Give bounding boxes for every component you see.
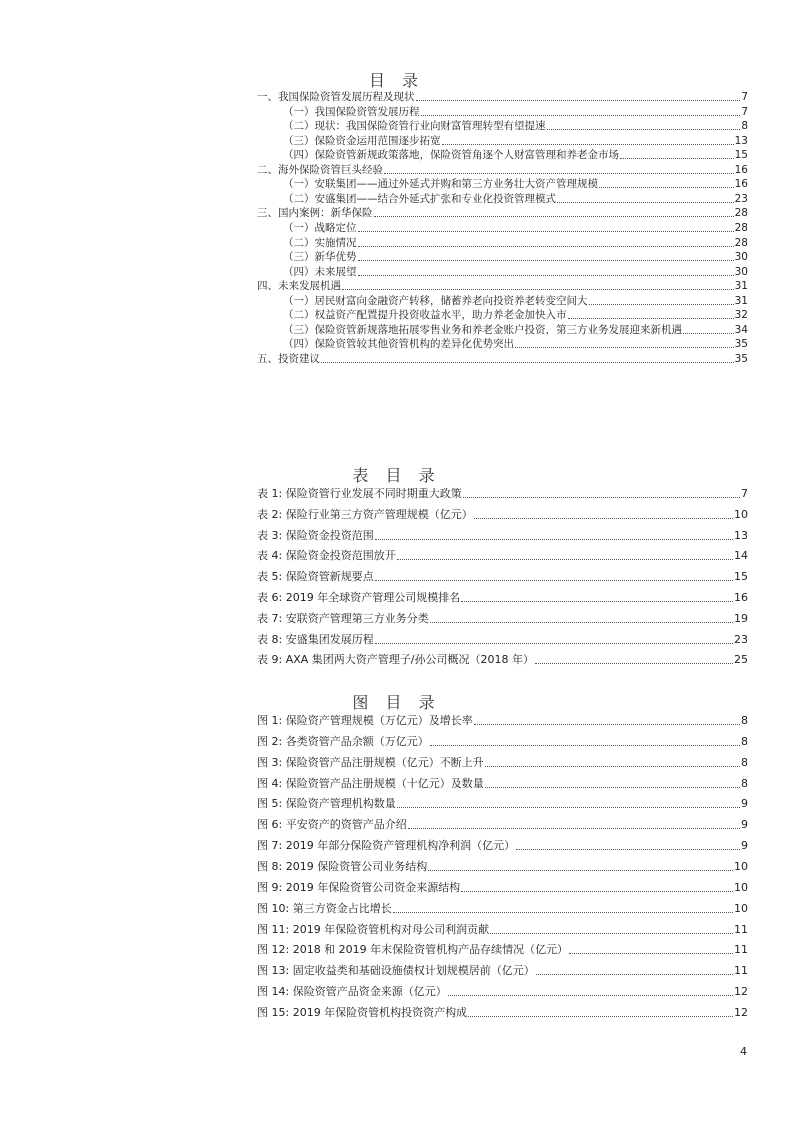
dot-leader <box>485 766 740 767</box>
dot-leader <box>342 289 734 290</box>
toc-entry-page: 35 <box>734 352 748 365</box>
figure-entry-page: 11 <box>734 943 748 957</box>
dot-leader <box>569 953 733 954</box>
toc-entry[interactable] <box>283 323 748 337</box>
table-entry[interactable] <box>257 486 748 501</box>
table-entry-label: 表 8: 安盛集团发展历程 <box>257 632 374 646</box>
figure-entry-label: 图 13: 固定收益类和基础设施债权计划规模居前（亿元） <box>257 964 535 978</box>
toc-entry-page: 15 <box>734 149 748 162</box>
table-entry-page: 19 <box>734 611 748 625</box>
figure-entry-label: 图 3: 保险资管产品注册规模（亿元）不断上升 <box>257 755 484 769</box>
figure-entry[interactable] <box>257 859 748 874</box>
dot-leader <box>515 347 734 348</box>
toc-entry-label: （三）新华优势 <box>283 251 357 264</box>
toc-entry-label: （四）保险资管新规政策落地，保险资管角逐个人财富管理和养老金市场 <box>283 149 619 162</box>
toc-entry[interactable] <box>283 119 748 133</box>
table-entry-page: 13 <box>734 528 748 542</box>
table-entry-label: 表 3: 保险资金投资范围 <box>257 528 374 542</box>
toc-entry[interactable] <box>283 134 748 148</box>
toc-entry-page: 28 <box>734 221 748 234</box>
figure-entry-label: 图 10: 第三方资金占比增长 <box>257 901 392 915</box>
dot-leader <box>620 158 734 159</box>
toc-entry-label: （一）我国保险资管发展历程 <box>283 105 420 118</box>
dot-leader <box>557 202 734 203</box>
figure-entry-page: 12 <box>734 1005 748 1019</box>
figure-entry-page: 8 <box>741 714 748 727</box>
toc-entry-label: （二）权益资产配置提升投资收益水平，助力养老金加快入市 <box>283 309 567 322</box>
figure-entry-label: 图 11: 2019 年保险资管机构对母公司利润贡献 <box>257 922 490 936</box>
figure-entry[interactable] <box>257 713 748 728</box>
figure-entry-page: 9 <box>741 839 748 853</box>
dot-leader <box>416 100 741 101</box>
table-entry[interactable] <box>257 611 748 626</box>
dot-leader <box>589 304 734 305</box>
dot-leader <box>535 663 733 664</box>
dot-leader <box>408 828 740 829</box>
toc-entry-label: （一）安联集团——通过外延式并购和第三方业务壮大资产管理规模 <box>283 178 598 191</box>
toc-entry[interactable] <box>257 279 748 293</box>
dot-leader <box>321 362 734 363</box>
table-entry[interactable] <box>257 507 748 522</box>
figure-entry-label: 图 7: 2019 年部分保险资产管理机构净利润（亿元） <box>257 839 516 853</box>
toc-title: 目 录 <box>368 71 425 90</box>
figure-entry-label: 图 5: 保险资产管理机构数量 <box>257 797 396 811</box>
figure-entry[interactable] <box>257 984 748 999</box>
toc-entry-page: 28 <box>734 207 748 220</box>
figure-entry-label: 图 4: 保险资管产品注册规模（十亿元）及数量 <box>257 776 484 790</box>
toc-entry[interactable] <box>283 250 748 264</box>
toc-entry-label: 四、未来发展机遇 <box>257 280 341 293</box>
dot-leader <box>568 318 734 319</box>
figure-entry[interactable] <box>257 776 748 791</box>
toc-entry[interactable] <box>283 221 748 235</box>
dot-leader <box>384 173 734 174</box>
toc-entry-label: 三、国内案例：新华保险 <box>257 207 373 220</box>
toc-entry-label: 二、海外保险资管巨头经验 <box>257 163 383 176</box>
figure-entry-page: 8 <box>741 776 748 790</box>
table-entry-page: 14 <box>734 549 748 563</box>
dot-leader <box>468 1016 733 1017</box>
figure-entry-page: 10 <box>734 880 748 894</box>
table-entry-page: 15 <box>734 570 748 584</box>
figure-entry-page: 12 <box>734 985 748 999</box>
table-entry[interactable] <box>257 590 748 605</box>
toc-entry[interactable] <box>257 90 748 104</box>
toc-entry-page: 30 <box>734 251 748 264</box>
figure-entry[interactable] <box>257 817 748 832</box>
toc-entry-label: （四）未来展望 <box>283 265 357 278</box>
dot-leader <box>516 849 740 850</box>
dot-leader <box>430 622 733 623</box>
dot-leader <box>375 643 733 644</box>
toc-entry[interactable] <box>283 236 748 250</box>
toc-entry[interactable] <box>283 148 748 162</box>
figure-entry-page: 10 <box>734 859 748 873</box>
figure-entry-page: 9 <box>741 797 748 811</box>
table-entry[interactable] <box>257 632 748 647</box>
toc-entry[interactable] <box>283 177 748 191</box>
dot-leader <box>683 333 734 334</box>
dot-leader <box>358 260 734 261</box>
toc-entry-page: 28 <box>734 236 748 249</box>
table-entry-page: 23 <box>734 632 748 646</box>
table-entry-label: 表 7: 安联资产管理第三方业务分类 <box>257 611 429 625</box>
table-entry[interactable] <box>257 548 748 563</box>
toc-entry-label: （一）居民财富向金融资产转移，储蓄养老向投资养老转变空间大 <box>283 294 588 307</box>
toc-entry-label: 一、我国保险资管发展历程及现状 <box>257 91 415 103</box>
dot-leader <box>421 115 741 116</box>
dot-leader <box>428 870 733 871</box>
table-entry[interactable] <box>257 528 748 543</box>
toc-entry[interactable] <box>283 308 748 322</box>
toc-entry[interactable] <box>257 206 748 220</box>
figure-entry-page: 11 <box>734 964 748 978</box>
toc-entry-page: 8 <box>741 120 748 133</box>
tables-title: 表 目 录 <box>352 466 441 485</box>
figure-entry-label: 图 15: 2019 年保险资管机构投资资产构成 <box>257 1005 468 1019</box>
dot-leader <box>442 144 734 145</box>
figure-entry[interactable] <box>257 922 748 937</box>
dot-leader <box>448 995 733 996</box>
dot-leader <box>397 559 733 560</box>
figure-entry-label: 图 8: 2019 保险资管公司业务结构 <box>257 859 428 873</box>
table-entry-label: 表 1: 保险资管行业发展不同时期重大政策 <box>257 487 462 500</box>
figure-entry-label: 图 12: 2018 和 2019 年末保险资管机构产品存续情况（亿元） <box>257 943 569 957</box>
toc-entry-label: （二）安盛集团——结合外延式扩张和专业化投资管理模式 <box>283 192 556 205</box>
toc-entry-page: 31 <box>734 280 748 293</box>
figure-entry[interactable] <box>257 963 748 978</box>
dot-leader <box>375 580 733 581</box>
toc-entry-label: （一）战略定位 <box>283 221 357 234</box>
figure-entry-label: 图 6: 平安资产的资管产品介绍 <box>257 818 407 832</box>
dot-leader <box>358 231 734 232</box>
toc-entry-page: 32 <box>734 309 748 322</box>
dot-leader <box>358 246 734 247</box>
table-entry-label: 表 4: 保险资金投资范围放开 <box>257 549 396 563</box>
figure-entry-page: 9 <box>741 818 748 832</box>
page-number: 4 <box>740 1045 747 1058</box>
table-entry-label: 表 6: 2019 年全球资产管理公司规模排名 <box>257 591 461 604</box>
toc-entry[interactable] <box>283 337 748 351</box>
dot-leader <box>485 787 740 788</box>
toc-entry-page: 7 <box>741 91 748 103</box>
dot-leader <box>397 807 740 808</box>
figure-entry[interactable] <box>257 734 748 749</box>
dot-leader <box>430 745 740 746</box>
figure-entry-label: 图 9: 2019 年保险资管公司资金来源结构 <box>257 880 461 894</box>
figure-entry-label: 图 2: 各类资管产品余额（万亿元） <box>257 734 429 748</box>
figure-entry-page: 11 <box>734 922 748 936</box>
dot-leader <box>461 601 733 602</box>
toc-entry-label: （三）保险资金运用范围逐步拓宽 <box>283 134 441 147</box>
dot-leader <box>461 891 733 892</box>
table-entry[interactable] <box>257 569 748 584</box>
table-entry-label: 表 2: 保险行业第三方资产管理规模（亿元） <box>257 507 473 521</box>
table-entry-page: 16 <box>734 591 748 604</box>
table-entry-label: 表 5: 保险资管新规要点 <box>257 570 374 584</box>
figure-entry[interactable] <box>257 755 748 770</box>
toc-entry[interactable] <box>283 105 748 119</box>
figure-entry[interactable] <box>257 880 748 895</box>
toc-entry[interactable] <box>257 352 748 366</box>
toc-entry-label: （二）实施情况 <box>283 236 357 249</box>
toc-entry-page: 31 <box>734 294 748 307</box>
toc-entry[interactable] <box>283 294 748 308</box>
toc-entry-page: 34 <box>734 323 748 336</box>
table-entry-label: 表 9: AXA 集团两大资产管理子/孙公司概况（2018 年） <box>257 653 534 667</box>
dot-leader <box>358 275 734 276</box>
dot-leader <box>393 912 733 913</box>
table-entry-page: 25 <box>734 653 748 667</box>
dot-leader <box>463 497 740 498</box>
toc-entry-page: 16 <box>734 163 748 176</box>
figures-title: 图 目 录 <box>352 693 441 712</box>
toc-entry[interactable] <box>257 163 748 177</box>
toc-entry-label: （四）保险资管较其他资管机构的差异化优势突出 <box>283 338 514 351</box>
figure-entry-label: 图 14: 保险资管产品资金来源（亿元） <box>257 985 447 999</box>
figure-entry[interactable] <box>257 796 748 811</box>
toc-entry[interactable] <box>283 265 748 279</box>
dot-leader <box>599 187 734 188</box>
toc-entry-page: 13 <box>734 134 748 147</box>
dot-leader <box>375 539 733 540</box>
figure-entry-label: 图 1: 保险资产管理规模（万亿元）及增长率 <box>257 714 473 727</box>
table-entry-page: 7 <box>741 487 748 500</box>
toc-entry-page: 35 <box>734 338 748 351</box>
toc-entry-page: 30 <box>734 265 748 278</box>
figure-entry-page: 8 <box>741 734 748 748</box>
figure-entry-page: 10 <box>734 901 748 915</box>
figure-entry[interactable] <box>257 942 748 957</box>
toc-entry-label: （三）保险资管新规落地拓展零售业务和养老金账户投资，第三方业务发展迎来新机遇 <box>283 323 682 336</box>
figure-entry[interactable] <box>257 1005 748 1020</box>
figure-entry-page: 8 <box>741 755 748 769</box>
toc-entry-page: 23 <box>734 192 748 205</box>
dot-leader <box>474 724 740 725</box>
toc-entry-page: 16 <box>734 178 748 191</box>
dot-leader <box>474 518 733 519</box>
toc-entry-label: （二）现状：我国保险资管行业向财富管理转型有望提速 <box>283 120 546 133</box>
toc-entry-page: 7 <box>741 105 748 118</box>
toc-entry[interactable] <box>283 192 748 206</box>
dot-leader <box>490 933 733 934</box>
toc-entry-label: 五、投资建议 <box>257 352 320 365</box>
dot-leader <box>536 974 733 975</box>
dot-leader <box>374 216 734 217</box>
figure-entry[interactable] <box>257 838 748 853</box>
figure-entry[interactable] <box>257 901 748 916</box>
table-entry[interactable] <box>257 652 748 667</box>
table-entry-page: 10 <box>734 507 748 521</box>
dot-leader <box>547 129 741 130</box>
